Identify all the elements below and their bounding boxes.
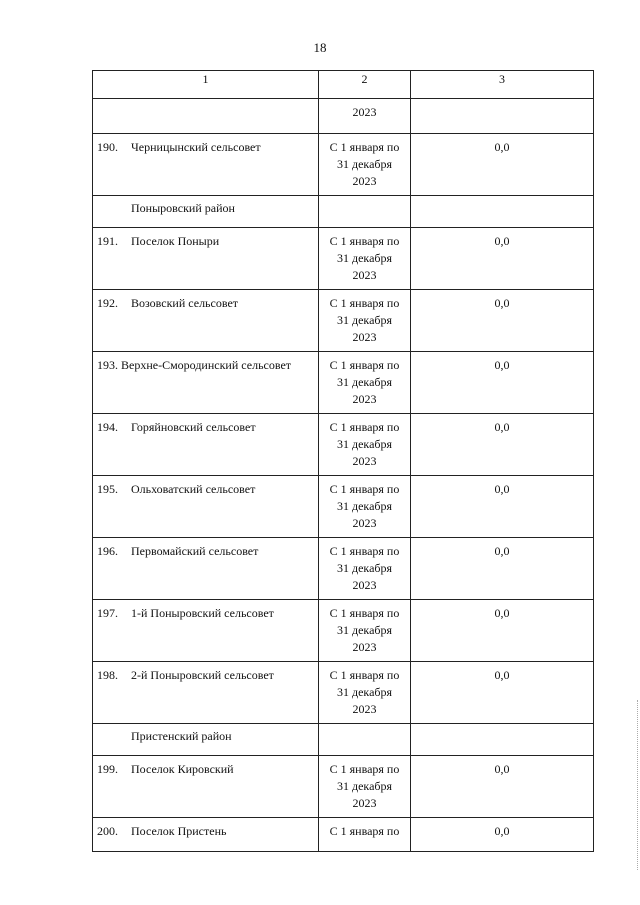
table-row	[93, 476, 594, 538]
period-line: 31 декабря	[336, 375, 393, 389]
table-row	[93, 756, 594, 818]
entity-cell	[93, 818, 319, 852]
period-cell	[319, 414, 411, 476]
period-line: С 1 января по	[329, 668, 400, 682]
continuation-name-cell	[93, 99, 319, 134]
table-header-row	[93, 71, 594, 99]
row-number: 196.	[97, 544, 118, 558]
entity-name: Горяйновский сельсовет	[131, 420, 256, 434]
continuation-period-cell: 2023	[319, 99, 411, 134]
entity-cell	[93, 414, 319, 476]
period-line: С 1 января по	[329, 544, 400, 558]
scan-edge-mark	[635, 700, 638, 870]
period-line: 31 декабря	[336, 157, 393, 171]
table-row	[93, 600, 594, 662]
entity-name: Возовский сельсовет	[131, 296, 239, 310]
district-value-cell	[411, 196, 594, 228]
entity-cell	[93, 476, 319, 538]
district-period-cell	[319, 724, 411, 756]
period-cell	[319, 352, 411, 414]
period-line: 2023	[352, 268, 377, 282]
period-line: 2023	[352, 640, 377, 654]
continuation-value-cell	[411, 99, 594, 134]
row-number: 197.	[97, 606, 118, 620]
period-line: 2023	[352, 330, 377, 344]
entity-cell	[93, 290, 319, 352]
value-cell: 0,0	[411, 538, 594, 600]
value-cell: 0,0	[411, 134, 594, 196]
row-number: 195.	[97, 482, 118, 496]
entity-cell	[93, 662, 319, 724]
period-line: 2023	[352, 702, 377, 716]
period-line: 2023	[352, 516, 377, 530]
period-line: С 1 января по	[329, 606, 400, 620]
header-col-1: 1	[93, 71, 319, 99]
period-line: 2023	[352, 796, 377, 810]
row-number: 190.	[97, 140, 118, 154]
header-col-3: 3	[411, 71, 594, 99]
period-cell	[319, 228, 411, 290]
value-cell: 0,0	[411, 290, 594, 352]
entity-name: Черницынский сельсовет	[131, 140, 261, 154]
row-number: 192.	[97, 296, 118, 310]
period-line: 31 декабря	[336, 623, 393, 637]
period-line: 31 декабря	[336, 251, 393, 265]
entity-name: Первомайский сельсовет	[131, 544, 259, 558]
table-row	[93, 662, 594, 724]
row-number: 198.	[97, 668, 118, 682]
value-cell: 0,0	[411, 600, 594, 662]
period-line: С 1 января по	[329, 296, 400, 310]
value-cell: 0,0	[411, 228, 594, 290]
period-line: 31 декабря	[336, 437, 393, 451]
period-cell	[319, 818, 411, 852]
period-line: 31 декабря	[336, 779, 393, 793]
header-col-2: 2	[319, 71, 411, 99]
entity-cell	[93, 538, 319, 600]
period-cell	[319, 662, 411, 724]
table-row	[93, 818, 594, 852]
period-line: С 1 января по	[329, 358, 400, 372]
value-cell: 0,0	[411, 756, 594, 818]
period-line: 2023	[352, 578, 377, 592]
entity-name: Поселок Кировский	[131, 762, 234, 776]
table-row	[93, 290, 594, 352]
period-cell	[319, 756, 411, 818]
period-line: С 1 января по	[329, 482, 400, 496]
period-line: С 1 января по	[329, 762, 400, 776]
entity-name: 1-й Поныровский сельсовет	[131, 606, 274, 620]
entity-name: Верхне-Смородинский сельсовет	[121, 358, 292, 372]
table-row	[93, 538, 594, 600]
entity-cell	[93, 600, 319, 662]
entity-cell	[93, 756, 319, 818]
period-line: 2023	[352, 174, 377, 188]
period-line: 31 декабря	[336, 313, 393, 327]
entity-name: 2-й Поныровский сельсовет	[131, 668, 274, 682]
period-line: 31 декабря	[336, 561, 393, 575]
entity-name: Поселок Поныри	[131, 234, 220, 248]
value-cell: 0,0	[411, 662, 594, 724]
period-cell	[319, 600, 411, 662]
continuation-row	[93, 99, 594, 134]
period-line: 31 декабря	[336, 499, 393, 513]
district-row	[93, 724, 594, 756]
district-row	[93, 196, 594, 228]
entity-cell	[93, 228, 319, 290]
entity-name: Ольховатский сельсовет	[131, 482, 256, 496]
table-row	[93, 134, 594, 196]
period-line: С 1 января по	[329, 824, 400, 838]
value-cell: 0,0	[411, 818, 594, 852]
entity-name: Поселок Пристень	[131, 824, 227, 838]
period-cell	[319, 538, 411, 600]
period-cell	[319, 476, 411, 538]
period-line: С 1 января по	[329, 234, 400, 248]
value-cell: 0,0	[411, 352, 594, 414]
period-line: 2023	[352, 454, 377, 468]
period-line: С 1 января по	[329, 140, 400, 154]
page-number: 18	[313, 40, 327, 55]
district-period-cell	[319, 196, 411, 228]
table-row	[93, 414, 594, 476]
row-number: 199.	[97, 762, 118, 776]
row-number: 200.	[97, 824, 118, 838]
value-cell: 0,0	[411, 476, 594, 538]
period-cell	[319, 134, 411, 196]
period-cell	[319, 290, 411, 352]
row-number: 193.	[97, 358, 118, 372]
entity-cell	[93, 134, 319, 196]
district-name: Поныровский район	[93, 196, 319, 228]
period-line: 2023	[352, 392, 377, 406]
entity-cell	[93, 352, 319, 414]
row-number: 191.	[97, 234, 118, 248]
period-line: С 1 января по	[329, 420, 400, 434]
data-table	[92, 70, 594, 852]
table-row	[93, 228, 594, 290]
table-row	[93, 352, 594, 414]
district-name: Пристенский район	[93, 724, 319, 756]
period-line: 31 декабря	[336, 685, 393, 699]
district-value-cell	[411, 724, 594, 756]
value-cell: 0,0	[411, 414, 594, 476]
row-number: 194.	[97, 420, 118, 434]
